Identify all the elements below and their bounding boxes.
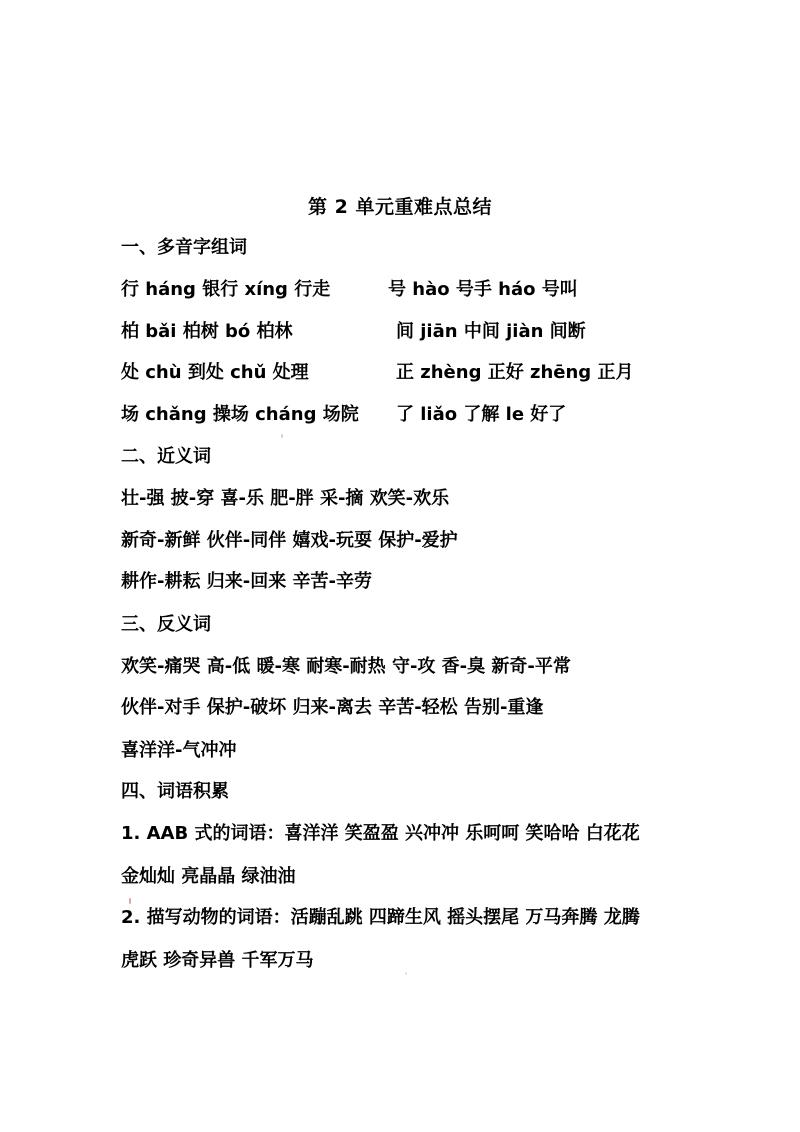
polyphonic-row-3-left: 处 chù 到处 chǔ 处理	[121, 362, 309, 383]
polyphonic-row-3-right: 正 zhèng 正好 zhēng 正月	[396, 362, 634, 383]
section-heading-vocabulary: 四、词语积累	[121, 781, 229, 802]
antonyms-line-3: 喜洋洋-气冲冲	[121, 740, 237, 761]
synonyms-line-3: 耕作-耕耘 归来-回来 辛苦-辛劳	[121, 571, 372, 592]
vocabulary-line-2: 金灿灿 亮晶晶 绿油油	[121, 866, 296, 887]
polyphonic-row-1-right: 号 hào 号手 háo 号叫	[388, 279, 578, 300]
scan-speck	[281, 434, 283, 438]
polyphonic-row-4-left: 场 chǎng 操场 cháng 场院	[121, 404, 359, 425]
synonyms-line-2: 新奇-新鲜 伙伴-同伴 嬉戏-玩耍 保护-爱护	[121, 530, 458, 551]
scan-speck	[129, 898, 131, 904]
vocabulary-line-1: 1. AAB 式的词语：喜洋洋 笑盈盈 兴冲冲 乐呵呵 笑哈哈 白花花	[121, 823, 640, 844]
vocabulary-line-4: 虎跃 珍奇异兽 千军万马	[121, 950, 314, 971]
page-title: 第 2 单元重难点总结	[308, 196, 492, 218]
scan-speck	[405, 972, 407, 975]
polyphonic-row-2-right: 间 jiān 中间 jiàn 间断	[396, 321, 586, 342]
synonyms-line-1: 壮-强 披-穿 喜-乐 肥-胖 采-摘 欢笑-欢乐	[121, 488, 450, 509]
antonyms-line-2: 伙伴-对手 保护-破坏 归来-离去 辛苦-轻松 告别-重逢	[121, 697, 544, 718]
section-heading-antonyms: 三、反义词	[121, 614, 211, 635]
antonyms-line-1: 欢笑-痛哭 高-低 暖-寒 耐寒-耐热 守-攻 香-臭 新奇-平常	[121, 656, 571, 677]
section-heading-polyphonic: 一、多音字组词	[121, 237, 247, 258]
polyphonic-row-2-left: 柏 bǎi 柏树 bó 柏林	[121, 321, 293, 342]
section-heading-synonyms: 二、近义词	[121, 446, 211, 467]
polyphonic-row-4-right: 了 liǎo 了解 le 好了	[396, 404, 567, 425]
polyphonic-row-1-left: 行 háng 银行 xíng 行走	[121, 279, 331, 300]
vocabulary-line-3: 2. 描写动物的词语：活蹦乱跳 四蹄生风 摇头摆尾 万马奔腾 龙腾	[121, 907, 640, 928]
